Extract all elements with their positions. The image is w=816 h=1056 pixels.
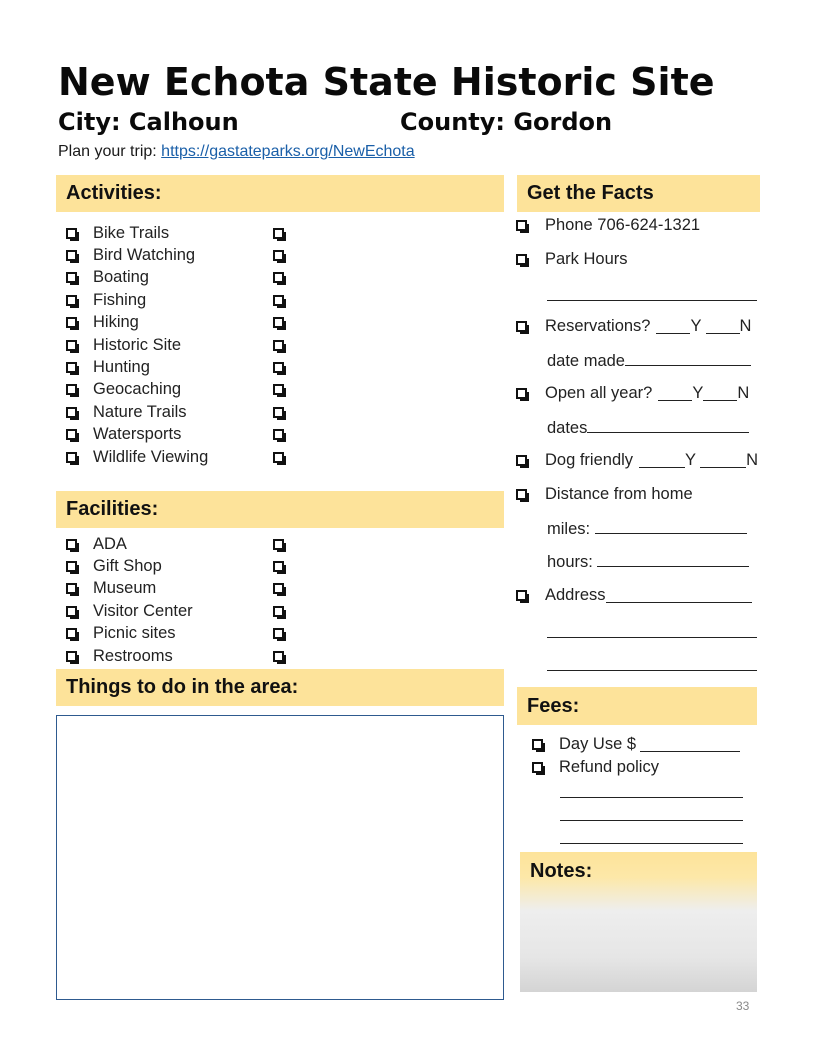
activities-item [66,424,506,446]
facilities-second-checkbox[interactable] [273,539,284,550]
activities-checkbox[interactable] [66,429,77,440]
open-year-yes-line[interactable] [658,386,692,401]
refund-line-1[interactable] [560,797,743,798]
dates-row [547,418,749,438]
dates-line[interactable] [587,418,749,433]
fact-dog-friendly [516,451,758,470]
date-made-label: date made [547,352,625,370]
park-hours-line[interactable] [547,300,757,301]
reservations-y: Y [690,317,702,335]
facilities-label: Museum [93,579,157,598]
facilities-second-checkbox[interactable] [273,628,284,639]
fact-address [516,586,752,605]
reservations-n: N [739,317,752,335]
refund-line-2[interactable] [560,820,743,821]
phone-checkbox[interactable] [516,220,527,231]
activities-checkbox[interactable] [66,362,77,373]
activities-checkbox[interactable] [66,295,77,306]
things-heading: Things to do in the area: [56,669,504,706]
activities-heading: Activities: [56,175,504,212]
facilities-label: Visitor Center [93,601,193,620]
miles-label: miles: [547,520,591,538]
facilities-item [66,555,506,577]
address-line-3[interactable] [547,670,757,671]
activities-label: Watersports [93,425,182,444]
activities-checkbox[interactable] [66,340,77,351]
park-hours-checkbox[interactable] [516,254,527,265]
date-made-row [547,351,751,371]
refund-checkbox[interactable] [532,762,543,773]
facilities-label: Gift Shop [93,557,162,576]
fact-open-all-year [516,384,749,403]
park-website-link[interactable]: https://gastateparks.org/NewEchota [161,143,415,160]
fact-distance [516,485,693,504]
activities-checkbox[interactable] [66,407,77,418]
dog-y: Y [685,451,697,469]
activities-item [66,289,506,311]
open-year-no-line[interactable] [703,386,737,401]
facilities-heading: Facilities: [56,491,504,528]
facilities-label: ADA [93,534,127,553]
activities-second-checkbox[interactable] [273,250,284,261]
day-use-checkbox[interactable] [532,739,543,750]
distance-label: Distance from home [545,485,693,503]
address-line-1[interactable] [606,588,752,603]
facilities-second-checkbox[interactable] [273,651,284,662]
activities-second-checkbox[interactable] [273,317,284,328]
dog-no-line[interactable] [700,453,746,468]
facilities-item [66,533,506,555]
activities-item [66,222,506,244]
fact-reservations [516,317,751,336]
county-label: County: Gordon [400,108,613,136]
activities-second-checkbox[interactable] [273,340,284,351]
facilities-item [66,600,506,622]
dog-yes-line[interactable] [639,453,685,468]
activities-checkbox[interactable] [66,228,77,239]
facilities-checkbox[interactable] [66,628,77,639]
activities-item [66,312,506,334]
activities-item [66,379,506,401]
facilities-second-checkbox[interactable] [273,561,284,572]
facilities-second-checkbox[interactable] [273,606,284,617]
open-all-year-label: Open all year? [545,384,653,402]
reservations-yes-line[interactable] [656,319,690,334]
page-number: 33 [736,999,750,1013]
dog-friendly-label: Dog friendly [545,451,634,469]
refund-label: Refund policy [559,758,659,776]
facilities-checkbox[interactable] [66,583,77,594]
hours-label: hours: [547,553,593,571]
reservations-label: Reservations? [545,317,651,335]
park-hours-label: Park Hours [545,250,628,268]
activities-second-checkbox[interactable] [273,272,284,283]
activities-second-checkbox[interactable] [273,228,284,239]
plan-trip-line [58,143,415,161]
activities-second-checkbox[interactable] [273,384,284,395]
fact-park-hours [516,250,628,269]
open-year-y: Y [692,384,704,402]
activities-second-checkbox[interactable] [273,452,284,463]
miles-line[interactable] [595,519,747,534]
activities-second-checkbox[interactable] [273,362,284,373]
distance-checkbox[interactable] [516,489,527,500]
address-label: Address [545,586,606,604]
facilities-checkbox[interactable] [66,561,77,572]
activities-item [66,244,506,266]
activities-checkbox[interactable] [66,384,77,395]
refund-line-3[interactable] [560,843,743,844]
activities-item [66,267,506,289]
activities-second-checkbox[interactable] [273,295,284,306]
open-all-year-checkbox[interactable] [516,388,527,399]
activities-label: Wildlife Viewing [93,447,209,466]
facilities-second-checkbox[interactable] [273,583,284,594]
facilities-item [66,578,506,600]
fees-heading: Fees: [517,687,757,725]
facilities-checkbox[interactable] [66,651,77,662]
things-text-area[interactable] [56,715,504,1000]
activities-label: Bike Trails [93,223,170,242]
activities-label: Nature Trails [93,402,187,421]
dog-n: N [746,451,758,469]
activities-checkbox[interactable] [66,452,77,463]
plan-trip-label: Plan your trip: [58,143,157,160]
facilities-label: Restrooms [93,646,173,665]
activities-label: Historic Site [93,335,182,354]
date-made-line[interactable] [625,351,751,366]
activities-item [66,356,506,378]
activities-checkbox[interactable] [66,250,77,261]
facilities-item [66,645,506,667]
facilities-checkbox[interactable] [66,606,77,617]
activities-item [66,446,506,468]
reservations-no-line[interactable] [706,319,740,334]
activities-label: Geocaching [93,380,182,399]
city-label: City: Calhoun [58,108,239,136]
facilities-item [66,623,506,645]
facilities-list [66,533,506,667]
notes-heading: Notes: [530,860,593,882]
reservations-checkbox[interactable] [516,321,527,332]
page-title: New Echota State Historic Site [58,60,715,104]
address-line-2[interactable] [547,637,757,638]
miles-row [547,519,747,539]
activities-label: Hiking [93,313,139,332]
notes-box[interactable] [520,852,757,992]
fee-day-use [532,735,740,754]
activities-second-checkbox[interactable] [273,429,284,440]
open-year-n: N [737,384,750,402]
activities-second-checkbox[interactable] [273,407,284,418]
phone-label: Phone 706-624-1321 [545,216,701,234]
activities-item [66,401,506,423]
dog-friendly-checkbox[interactable] [516,455,527,466]
activities-label: Boating [93,268,149,287]
facts-heading: Get the Facts [517,175,760,212]
dates-label: dates [547,419,588,437]
hours-line[interactable] [597,552,749,567]
activities-checkbox[interactable] [66,272,77,283]
day-use-label: Day Use $ [559,735,637,753]
activities-item [66,334,506,356]
activities-label: Hunting [93,358,150,377]
day-use-line[interactable] [640,737,740,752]
activities-label: Fishing [93,290,147,309]
fact-phone [516,216,700,235]
fee-refund [532,758,659,777]
activities-list [66,222,506,468]
address-checkbox[interactable] [516,590,527,601]
hours-row [547,552,749,572]
activities-label: Bird Watching [93,246,196,265]
activities-checkbox[interactable] [66,317,77,328]
facilities-label: Picnic sites [93,624,176,643]
facilities-checkbox[interactable] [66,539,77,550]
